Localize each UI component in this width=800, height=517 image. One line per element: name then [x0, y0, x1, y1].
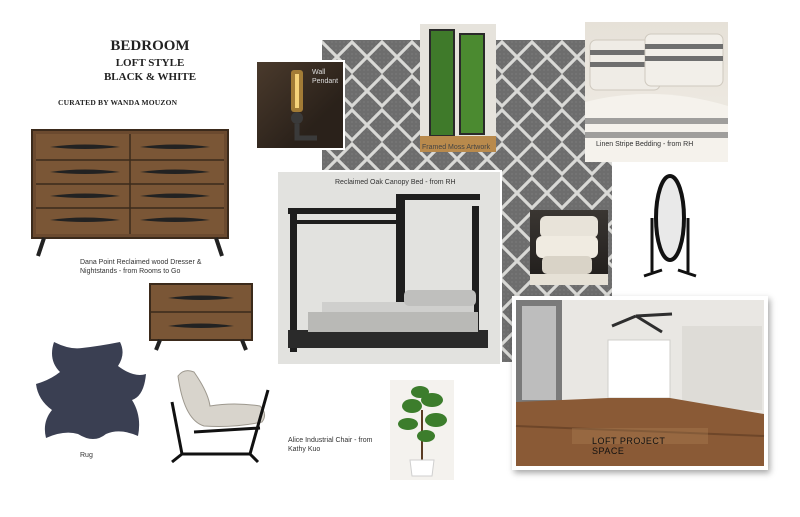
chair-caption: Alice Industrial Chair - from Kathy Kuo [288, 437, 373, 453]
loft-caption: LOFT PROJECT SPACE [592, 436, 666, 456]
board-subtitle-style: LOFT STYLE [115, 57, 185, 69]
curator-credit: CURATED BY WANDA MOUZON [58, 98, 178, 107]
moss-artwork-image [420, 24, 496, 152]
lounge-chair-image [164, 362, 276, 466]
floor-mirror-image [640, 168, 700, 286]
dresser-image [30, 128, 230, 258]
board-title: BEDROOM [110, 38, 190, 54]
dresser-caption: Dana Point Reclaimed wood Dresser & Nightstands - from Rooms to Go [80, 259, 202, 275]
moss-caption: Framed Moss Artwork [422, 144, 491, 151]
bed-caption: Reclaimed Oak Canopy Bed - from RH [335, 179, 456, 186]
board-subtitle-colors: BLACK & WHITE [103, 71, 197, 83]
cowhide-rug-image [34, 338, 150, 448]
canopy-bed-image [276, 170, 502, 366]
pendant-caption: Wall Pendant [312, 69, 339, 85]
rug-caption: Rug [80, 452, 93, 459]
bedding-caption: Linen Stripe Bedding - from RH [596, 141, 694, 148]
accent-pillows-image [530, 210, 608, 285]
nightstand-image [148, 282, 254, 352]
fiddle-leaf-plant-image [390, 380, 454, 480]
loft-space-photo [512, 296, 768, 470]
